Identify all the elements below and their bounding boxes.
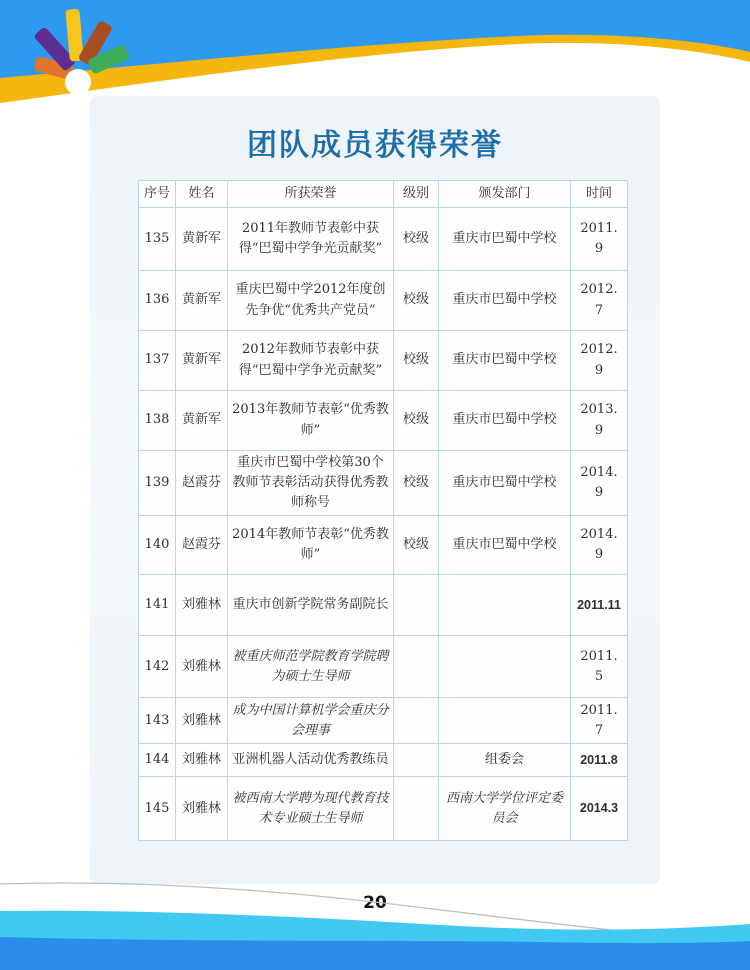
- cell-honor: 2011年教师节表彰中获得“巴蜀中学争光贡献奖”: [228, 208, 394, 271]
- cell-time: 2014.3: [571, 777, 628, 841]
- cell-dept: 重庆市巴蜀中学校: [439, 271, 571, 331]
- cell-level: [394, 636, 439, 698]
- table-row: [139, 698, 628, 744]
- col-header-name: 姓名: [176, 181, 228, 208]
- cell-level: 校级: [394, 391, 439, 451]
- cell-level: 校级: [394, 331, 439, 391]
- table-row: [139, 391, 628, 451]
- table-header: [139, 181, 628, 208]
- cell-level: 校级: [394, 516, 439, 575]
- table-row: [139, 516, 628, 575]
- cell-no: 143: [139, 698, 176, 744]
- cell-name: 黄新军: [176, 391, 228, 451]
- cell-level: [394, 777, 439, 841]
- cell-dept: 重庆市巴蜀中学校: [439, 208, 571, 271]
- cell-honor: 亚洲机器人活动优秀教练员: [228, 744, 394, 777]
- cell-name: 赵霞芬: [176, 516, 228, 575]
- fan-base-notch: [65, 69, 91, 95]
- cell-dept: 重庆市巴蜀中学校: [439, 451, 571, 516]
- cell-time: 2012. 9: [571, 331, 628, 391]
- col-header-dept: 颁发部门: [439, 181, 571, 208]
- cell-time: 2011.8: [571, 744, 628, 777]
- cell-dept: [439, 636, 571, 698]
- cell-no: 142: [139, 636, 176, 698]
- cell-level: [394, 698, 439, 744]
- cell-dept: 重庆市巴蜀中学校: [439, 391, 571, 451]
- table-row: [139, 271, 628, 331]
- table-body: [139, 208, 628, 841]
- bottom-wave-decoration: [0, 880, 750, 970]
- cell-no: 144: [139, 744, 176, 777]
- cell-no: 138: [139, 391, 176, 451]
- cell-dept: 重庆市巴蜀中学校: [439, 331, 571, 391]
- table-row: [139, 331, 628, 391]
- table-row: [139, 451, 628, 516]
- cell-no: 135: [139, 208, 176, 271]
- cell-level: [394, 575, 439, 636]
- col-header-no: 序号: [139, 181, 176, 208]
- cell-no: 141: [139, 575, 176, 636]
- cell-name: 黄新军: [176, 331, 228, 391]
- cell-time: 2014. 9: [571, 516, 628, 575]
- cell-time: 2012. 7: [571, 271, 628, 331]
- cell-level: 校级: [394, 208, 439, 271]
- cell-honor: 2012年教师节表彰中获得“巴蜀中学争光贡献奖”: [228, 331, 394, 391]
- cell-time: 2011. 7: [571, 698, 628, 744]
- cell-no: 137: [139, 331, 176, 391]
- cell-honor: 重庆市创新学院常务副院长: [228, 575, 394, 636]
- cell-no: 140: [139, 516, 176, 575]
- cell-honor: 被重庆师范学院教育学院聘为硕士生导师: [228, 636, 394, 698]
- page-number: 20: [363, 893, 387, 913]
- cell-no: 139: [139, 451, 176, 516]
- cell-name: 刘雅林: [176, 698, 228, 744]
- cell-name: 刘雅林: [176, 575, 228, 636]
- table-row: [139, 777, 628, 841]
- cell-dept: [439, 575, 571, 636]
- cell-honor: 2014年教师节表彰“优秀教师”: [228, 516, 394, 575]
- cell-name: 黄新军: [176, 271, 228, 331]
- cell-level: 校级: [394, 271, 439, 331]
- cell-level: 校级: [394, 451, 439, 516]
- cell-no: 145: [139, 777, 176, 841]
- table-row: [139, 208, 628, 271]
- table-row: [139, 575, 628, 636]
- cell-dept: [439, 698, 571, 744]
- honors-table: [138, 180, 628, 841]
- cell-name: 刘雅林: [176, 636, 228, 698]
- cell-time: 2014. 9: [571, 451, 628, 516]
- cell-honor: 成为中国计算机学会重庆分会理事: [228, 698, 394, 744]
- cell-dept: 西南大学学位评定委员会: [439, 777, 571, 841]
- col-header-level: 级别: [394, 181, 439, 208]
- cell-name: 刘雅林: [176, 777, 228, 841]
- cell-time: 2011. 9: [571, 208, 628, 271]
- fan-logo-icon: [8, 2, 158, 102]
- cell-time: 2013. 9: [571, 391, 628, 451]
- col-header-honor: 所获荣誉: [228, 181, 394, 208]
- cell-honor: 重庆巴蜀中学2012年度创先争优“优秀共产党员”: [228, 271, 394, 331]
- page-title: 团队成员获得荣誉: [247, 129, 503, 162]
- cell-honor: 被西南大学聘为现代教育技术专业硕士生导师: [228, 777, 394, 841]
- table-row: [139, 636, 628, 698]
- cell-name: 黄新军: [176, 208, 228, 271]
- cell-dept: 重庆市巴蜀中学校: [439, 516, 571, 575]
- header-row: [139, 181, 628, 208]
- cell-dept: 组委会: [439, 744, 571, 777]
- col-header-time: 时间: [571, 181, 628, 208]
- cell-honor: 2013年教师节表彰“优秀教师”: [228, 391, 394, 451]
- cell-time: 2011. 5: [571, 636, 628, 698]
- cell-no: 136: [139, 271, 176, 331]
- cell-honor: 重庆市巴蜀中学校第30个教师节表彰活动获得优秀教师称号: [228, 451, 394, 516]
- cell-time: 2011.11: [571, 575, 628, 636]
- cell-level: [394, 744, 439, 777]
- cell-name: 刘雅林: [176, 744, 228, 777]
- cell-name: 赵霞芬: [176, 451, 228, 516]
- table-row: [139, 744, 628, 777]
